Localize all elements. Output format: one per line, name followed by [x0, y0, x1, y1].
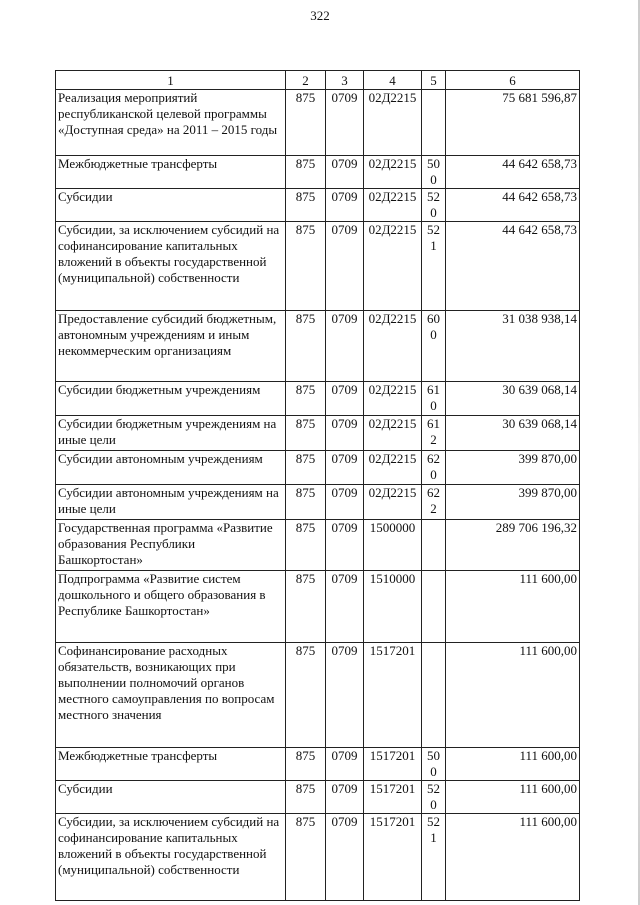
table-header-row [56, 71, 580, 90]
table-row [56, 222, 580, 311]
row-target-code: 02Д2215 [364, 485, 422, 520]
row-name: Предоставление субсидий бюджетным, автономным учреждениям и иным некоммерческим организациям [56, 311, 286, 382]
row-admin-code: 875 [286, 189, 326, 222]
row-amount: 111 600,00 [446, 643, 580, 748]
column-header: 6 [446, 71, 580, 90]
row-expense-type: 521 [422, 222, 446, 311]
row-amount: 289 706 196,32 [446, 520, 580, 571]
column-header: 1 [56, 71, 286, 90]
row-amount: 30 639 068,14 [446, 382, 580, 416]
row-amount: 399 870,00 [446, 451, 580, 485]
row-expense-type: 610 [422, 382, 446, 416]
page-number: 322 [310, 8, 330, 23]
row-expense-type: 620 [422, 451, 446, 485]
row-target-code: 1517201 [364, 781, 422, 814]
table-row [56, 382, 580, 416]
row-expense-type [422, 520, 446, 571]
row-amount: 44 642 658,73 [446, 156, 580, 189]
table-row [56, 451, 580, 485]
row-admin-code: 875 [286, 748, 326, 781]
table-row [56, 781, 580, 814]
column-header: 4 [364, 71, 422, 90]
row-target-code: 02Д2215 [364, 382, 422, 416]
row-expense-type [422, 90, 446, 156]
row-target-code: 02Д2215 [364, 90, 422, 156]
row-name: Субсидии бюджетным учреждениям на иные цели [56, 416, 286, 451]
row-target-code: 02Д2215 [364, 416, 422, 451]
row-expense-type: 520 [422, 781, 446, 814]
row-expense-type: 521 [422, 814, 446, 901]
row-admin-code: 875 [286, 311, 326, 382]
row-section-code: 0709 [326, 156, 364, 189]
row-amount: 111 600,00 [446, 781, 580, 814]
row-target-code: 02Д2215 [364, 222, 422, 311]
row-name: Субсидии автономным учреждениям [56, 451, 286, 485]
column-header: 2 [286, 71, 326, 90]
row-expense-type: 612 [422, 416, 446, 451]
row-section-code: 0709 [326, 451, 364, 485]
row-section-code: 0709 [326, 643, 364, 748]
row-section-code: 0709 [326, 189, 364, 222]
row-amount: 399 870,00 [446, 485, 580, 520]
row-admin-code: 875 [286, 90, 326, 156]
row-section-code: 0709 [326, 485, 364, 520]
row-section-code: 0709 [326, 814, 364, 901]
row-name: Субсидии [56, 189, 286, 222]
table-row [56, 189, 580, 222]
row-admin-code: 875 [286, 814, 326, 901]
row-amount: 111 600,00 [446, 748, 580, 781]
table-row [56, 311, 580, 382]
table-row [56, 571, 580, 643]
table-row [56, 416, 580, 451]
row-admin-code: 875 [286, 781, 326, 814]
row-target-code: 02Д2215 [364, 189, 422, 222]
row-admin-code: 875 [286, 222, 326, 311]
budget-table [55, 70, 580, 901]
row-name: Межбюджетные трансферты [56, 156, 286, 189]
table-row [56, 748, 580, 781]
row-expense-type [422, 643, 446, 748]
row-section-code: 0709 [326, 382, 364, 416]
row-name: Субсидии [56, 781, 286, 814]
table-row [56, 520, 580, 571]
row-target-code: 02Д2215 [364, 451, 422, 485]
row-section-code: 0709 [326, 781, 364, 814]
row-admin-code: 875 [286, 156, 326, 189]
row-expense-type: 500 [422, 156, 446, 189]
table-row [56, 485, 580, 520]
row-section-code: 0709 [326, 416, 364, 451]
row-amount: 111 600,00 [446, 814, 580, 901]
row-name: Реализация мероприятий республиканской целевой программы «Доступная среда» на 2011 – 2015 годы [56, 90, 286, 156]
row-admin-code: 875 [286, 382, 326, 416]
row-amount: 31 038 938,14 [446, 311, 580, 382]
row-admin-code: 875 [286, 520, 326, 571]
row-expense-type: 520 [422, 189, 446, 222]
row-section-code: 0709 [326, 311, 364, 382]
table-row [56, 643, 580, 748]
row-section-code: 0709 [326, 90, 364, 156]
row-expense-type: 622 [422, 485, 446, 520]
row-expense-type [422, 571, 446, 643]
row-target-code: 1517201 [364, 814, 422, 901]
row-target-code: 1517201 [364, 748, 422, 781]
table-row [56, 156, 580, 189]
row-admin-code: 875 [286, 485, 326, 520]
row-admin-code: 875 [286, 643, 326, 748]
row-expense-type: 500 [422, 748, 446, 781]
row-section-code: 0709 [326, 222, 364, 311]
row-name: Субсидии автономным учреждениям на иные цели [56, 485, 286, 520]
table-row [56, 814, 580, 901]
row-name: Софинансирование расходных обязательств, возникающих при выполнении полномочий органов местного самоуправления по вопросам местного значения [56, 643, 286, 748]
row-target-code: 02Д2215 [364, 311, 422, 382]
row-admin-code: 875 [286, 571, 326, 643]
row-name: Субсидии бюджетным учреждениям [56, 382, 286, 416]
row-name: Межбюджетные трансферты [56, 748, 286, 781]
row-amount: 44 642 658,73 [446, 222, 580, 311]
row-amount: 44 642 658,73 [446, 189, 580, 222]
row-target-code: 02Д2215 [364, 156, 422, 189]
row-name: Субсидии, за исключением субсидий на софинансирование капитальных вложений в объекты государственной (муниципальной) собственности [56, 814, 286, 901]
row-section-code: 0709 [326, 571, 364, 643]
row-target-code: 1510000 [364, 571, 422, 643]
row-target-code: 1517201 [364, 643, 422, 748]
row-admin-code: 875 [286, 416, 326, 451]
row-admin-code: 875 [286, 451, 326, 485]
row-name: Государственная программа «Развитие образования Республики Башкортостан» [56, 520, 286, 571]
row-amount: 30 639 068,14 [446, 416, 580, 451]
column-header: 5 [422, 71, 446, 90]
row-amount: 111 600,00 [446, 571, 580, 643]
row-expense-type: 600 [422, 311, 446, 382]
row-name: Подпрограмма «Развитие систем дошкольного и общего образования в Республике Башкортостан» [56, 571, 286, 643]
row-section-code: 0709 [326, 520, 364, 571]
table-row [56, 90, 580, 156]
row-name: Субсидии, за исключением субсидий на софинансирование капитальных вложений в объекты государственной (муниципальной) собственности [56, 222, 286, 311]
row-amount: 75 681 596,87 [446, 90, 580, 156]
row-section-code: 0709 [326, 748, 364, 781]
column-header: 3 [326, 71, 364, 90]
row-target-code: 1500000 [364, 520, 422, 571]
